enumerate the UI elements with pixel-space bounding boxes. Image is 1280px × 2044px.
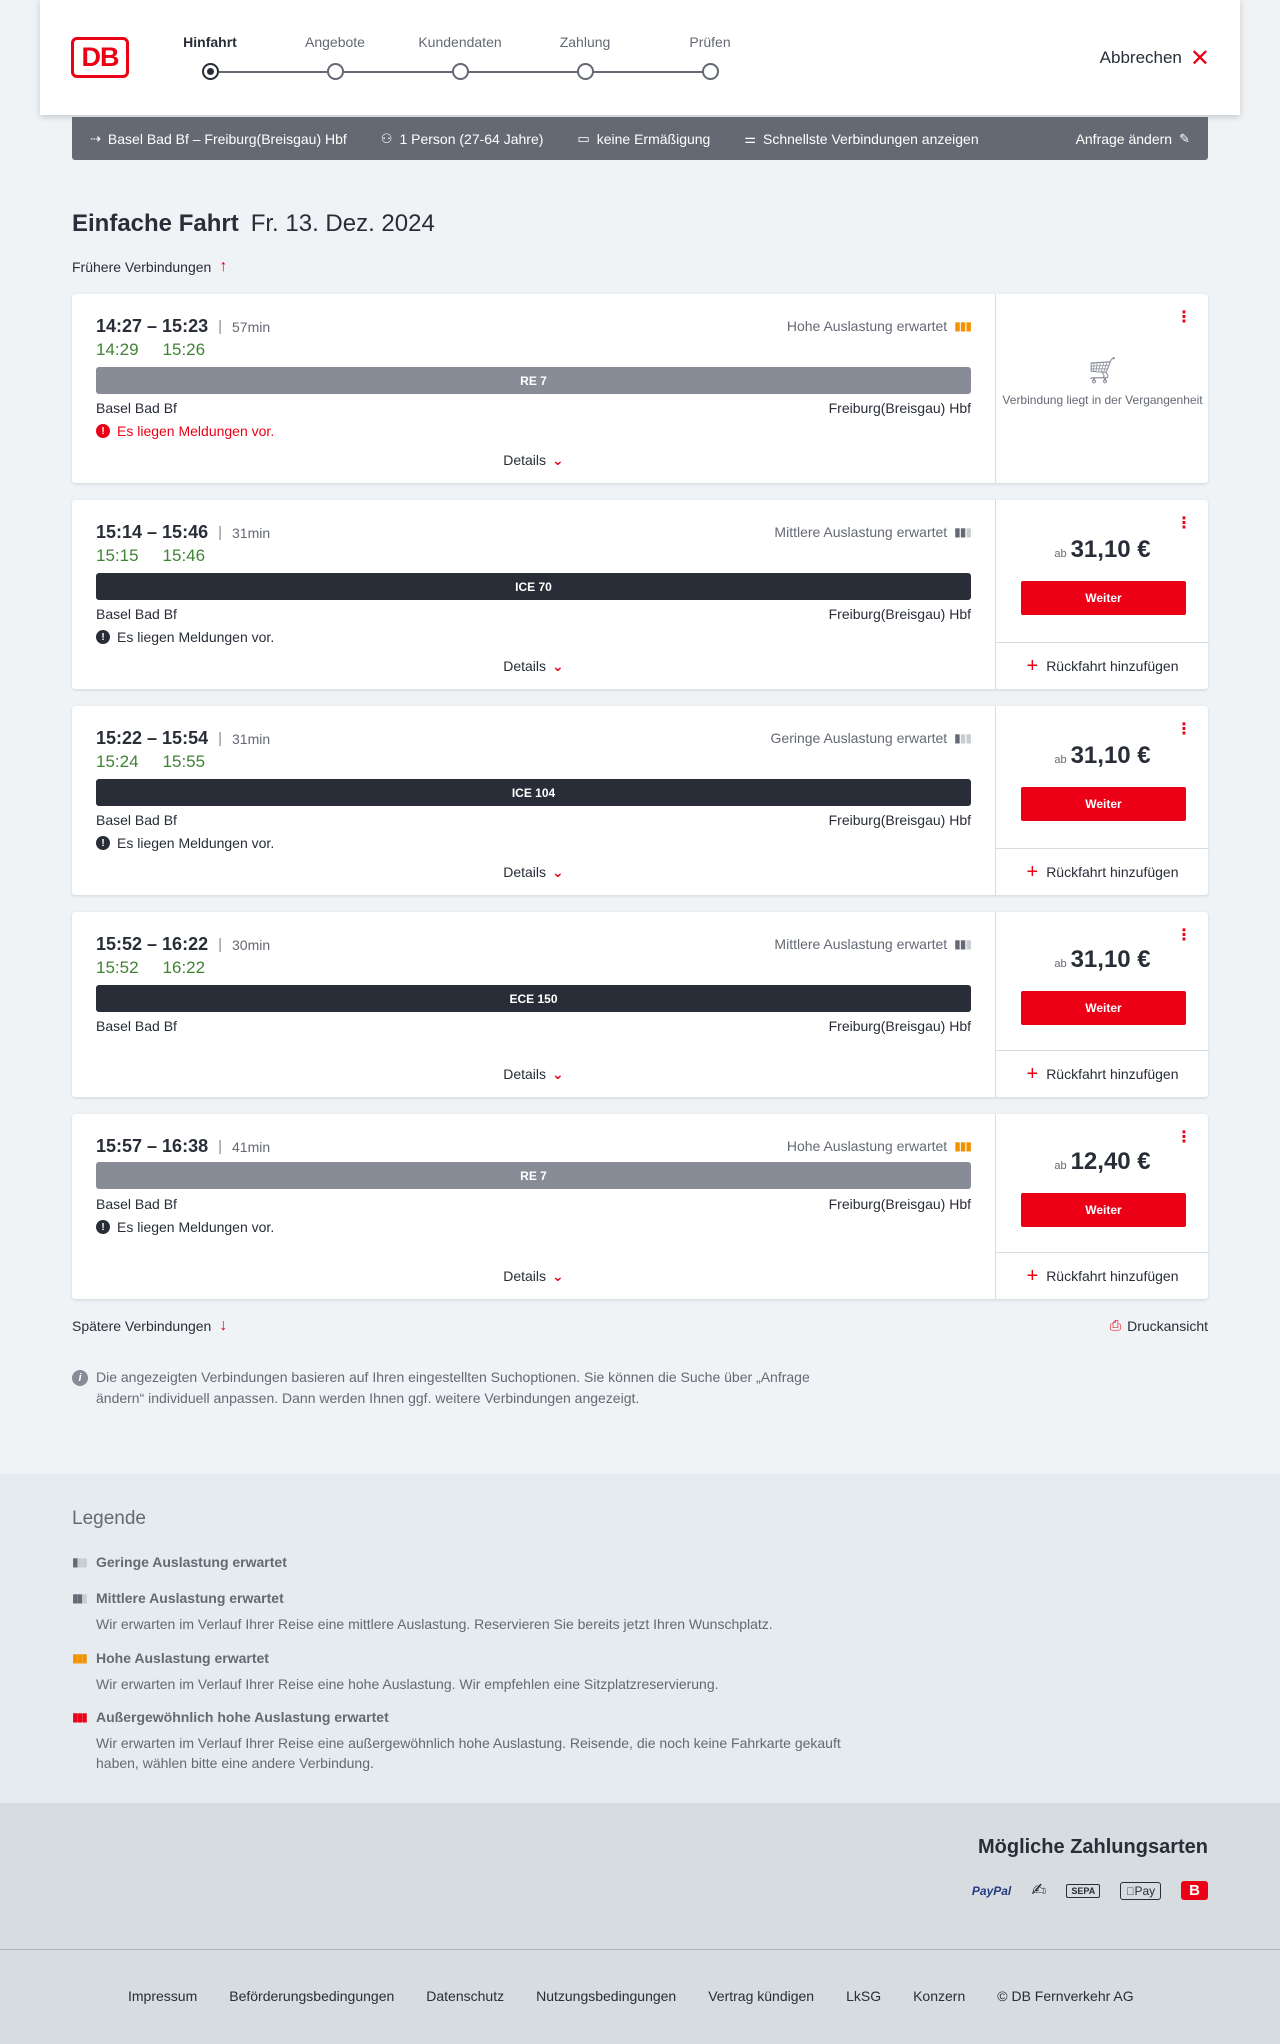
footer-link-konzern[interactable]: Konzern bbox=[913, 1988, 966, 2004]
message-notice[interactable]: ! Es liegen Meldungen vor. bbox=[96, 1219, 274, 1235]
pencil-icon: ✎ bbox=[1179, 130, 1190, 146]
footer bbox=[0, 1949, 1280, 2044]
trip-date: Fr. 13. Dez. 2024 bbox=[250, 210, 435, 237]
utilization-low-icon: ▮▮▮ bbox=[954, 731, 971, 745]
connection-times: 15:57 – 16:38 | 41min bbox=[96, 1136, 271, 1156]
utilization-info[interactable]: Geringe Auslastung erwartet ▮▮▮ bbox=[770, 730, 971, 746]
payment-methods-section bbox=[0, 1803, 1280, 1949]
message-notice[interactable]: ! Es liegen Meldungen vor. bbox=[96, 835, 274, 851]
payment-title: Mögliche Zahlungsarten bbox=[977, 1836, 1208, 1858]
utilization-medium-icon: ▮▮▮ bbox=[72, 1591, 86, 1605]
step-dot-active bbox=[202, 63, 219, 80]
printer-icon: ⎙ bbox=[1109, 1317, 1122, 1333]
connection-times: 15:22 – 15:54 | 31min bbox=[96, 728, 271, 748]
utilization-medium-icon: ▮▮▮ bbox=[954, 937, 971, 951]
add-return-button[interactable]: + Rückfahrt hinzufügen bbox=[996, 642, 1209, 689]
sepa-icon: SEPA bbox=[1066, 1884, 1100, 1898]
cancel-button[interactable] bbox=[1099, 44, 1210, 72]
details-toggle[interactable]: Details ⌄ bbox=[503, 452, 564, 468]
arrow-down-icon: ↓ bbox=[219, 1317, 228, 1334]
plus-icon: + bbox=[1026, 1265, 1039, 1287]
train-bar[interactable]: ICE 104 bbox=[96, 779, 971, 806]
step-dot bbox=[327, 63, 344, 80]
payment-icons bbox=[972, 1880, 1208, 1901]
alert-icon: ! bbox=[96, 1220, 110, 1234]
price: ab 31,10 € bbox=[1054, 742, 1151, 769]
legend-title: Legende bbox=[72, 1508, 146, 1529]
route-arrow-icon: ⇢ bbox=[90, 130, 101, 146]
later-connections-link[interactable]: Spätere Verbindungen ↓ bbox=[72, 1317, 228, 1334]
departure-station: Basel Bad Bf bbox=[96, 1018, 177, 1034]
add-return-button[interactable]: + Rückfahrt hinzufügen bbox=[996, 1252, 1209, 1299]
query-fastest-toggle[interactable]: ⚌ Schnellste Verbindungen anzeigen bbox=[744, 130, 979, 147]
arrival-station: Freiburg(Breisgau) Hbf bbox=[828, 1196, 971, 1212]
search-info-note: i Die angezeigten Verbindungen basieren auf Ihren eingestellten Suchoptionen. Sie können die Suche über „Anfrage ändern“ individuell anpassen. Dann werden Ihnen ggf. weitere Verbindungen angezeigt. bbox=[72, 1367, 852, 1409]
connection-card bbox=[72, 706, 1208, 895]
connection-card bbox=[72, 1114, 1208, 1299]
edit-query-button[interactable]: Anfrage ändern ✎ bbox=[1075, 130, 1190, 147]
continue-button[interactable]: Weiter bbox=[1021, 787, 1186, 821]
utilization-low-icon: ▮▮▮ bbox=[72, 1555, 86, 1569]
utilization-info[interactable]: Hohe Auslastung erwartet ▮▮▮ bbox=[786, 1138, 971, 1154]
more-options-icon[interactable]: ⋮ bbox=[1176, 927, 1192, 944]
footer-copyright: © DB Fernverkehr AG bbox=[997, 1988, 1134, 2004]
arrow-up-icon: ↑ bbox=[219, 258, 228, 275]
utilization-info[interactable]: Mittlere Auslastung erwartet ▮▮▮ bbox=[774, 524, 971, 540]
price: ab 31,10 € bbox=[1054, 946, 1151, 973]
plus-icon: + bbox=[1026, 1063, 1039, 1085]
price: ab 12,40 € bbox=[1054, 1148, 1151, 1175]
footer-link-kuendigen[interactable]: Vertrag kündigen bbox=[708, 1988, 815, 2004]
utilization-medium-icon: ▮▮▮ bbox=[954, 525, 971, 539]
actual-times: 15:15 15:46 bbox=[96, 546, 206, 565]
alert-icon: ! bbox=[96, 836, 110, 850]
print-view-link[interactable]: ⎙ Druckansicht bbox=[1109, 1317, 1208, 1334]
utilization-info[interactable]: Mittlere Auslastung erwartet ▮▮▮ bbox=[774, 936, 971, 952]
message-notice[interactable]: ! Es liegen Meldungen vor. bbox=[96, 423, 274, 439]
legend-item-medium: ▮▮▮ Mittlere Auslastung erwartet Wir erwarten im Verlauf Ihrer Reise eine mittlere Auslastung. Reservieren Sie bereits jetzt Ihren Wunschplatz. bbox=[72, 1590, 773, 1632]
departure-station: Basel Bad Bf bbox=[96, 606, 177, 622]
footer-link-nutzung[interactable]: Nutzungsbedingungen bbox=[536, 1988, 677, 2004]
footer-link-datenschutz[interactable]: Datenschutz bbox=[426, 1988, 505, 2004]
connection-times: 14:27 – 15:23 | 57min bbox=[96, 316, 271, 336]
card-icon: ▭ bbox=[577, 130, 590, 146]
connection-card bbox=[72, 500, 1208, 689]
apple-pay-icon: Pay bbox=[1120, 1882, 1161, 1900]
person-icon: ⚇ bbox=[380, 130, 393, 146]
details-toggle[interactable]: Details ⌄ bbox=[503, 864, 564, 880]
details-toggle[interactable]: Details ⌄ bbox=[503, 658, 564, 674]
step-kundendaten: Kundendaten bbox=[418, 34, 502, 50]
footer-link-befoerderung[interactable]: Beförderungsbedingungen bbox=[229, 1988, 395, 2004]
continue-button[interactable]: Weiter bbox=[1021, 581, 1186, 615]
step-angebote: Angebote bbox=[305, 34, 365, 50]
cancel-label: Abbrechen bbox=[1099, 48, 1182, 67]
details-toggle[interactable]: Details ⌄ bbox=[503, 1268, 564, 1284]
plus-icon: + bbox=[1026, 861, 1039, 883]
actual-times: 15:24 15:55 bbox=[96, 752, 206, 771]
legend-section bbox=[0, 1474, 1280, 1803]
more-options-icon[interactable]: ⋮ bbox=[1176, 309, 1192, 326]
arrival-station: Freiburg(Breisgau) Hbf bbox=[828, 400, 971, 416]
arrival-station: Freiburg(Breisgau) Hbf bbox=[828, 1018, 971, 1034]
booking-header bbox=[40, 0, 1240, 115]
train-bar[interactable]: RE 7 bbox=[96, 367, 971, 394]
departure-station: Basel Bad Bf bbox=[96, 1196, 177, 1212]
close-icon: ✕ bbox=[1189, 44, 1210, 72]
more-options-icon[interactable]: ⋮ bbox=[1176, 515, 1192, 532]
utilization-high-icon: ▮▮▮ bbox=[72, 1651, 86, 1665]
chevron-down-icon: ⌄ bbox=[552, 658, 564, 674]
connection-times: 15:14 – 15:46 | 31min bbox=[96, 522, 271, 542]
paypal-icon: PayPal bbox=[971, 1883, 1012, 1898]
trip-type: Einfache Fahrt bbox=[72, 210, 239, 237]
chevron-down-icon: ⌄ bbox=[552, 452, 564, 468]
cart-disabled-icon: 🛒︎ bbox=[1085, 355, 1119, 385]
utilization-high-icon: ▮▮▮ bbox=[954, 319, 971, 333]
step-dot bbox=[452, 63, 469, 80]
train-bar[interactable]: ICE 70 bbox=[96, 573, 971, 600]
db-bonus-icon: B bbox=[1181, 1881, 1208, 1900]
more-options-icon[interactable]: ⋮ bbox=[1176, 1129, 1192, 1146]
connection-card bbox=[72, 294, 1208, 483]
query-route[interactable]: ⇢ Basel Bad Bf – Freiburg(Breisgau) Hbf bbox=[90, 130, 347, 147]
chevron-down-icon: ⌄ bbox=[552, 864, 564, 880]
departure-station: Basel Bad Bf bbox=[96, 812, 177, 828]
query-persons[interactable]: ⚇ 1 Person (27-64 Jahre) bbox=[380, 130, 544, 147]
actual-times: 14:29 15:26 bbox=[96, 340, 206, 359]
query-bar bbox=[72, 117, 1208, 160]
past-connection-info: 🛒︎ Verbindung liegt in der Vergangenheit bbox=[996, 356, 1209, 408]
legend-item-very-high: ▮▮▮ Außergewöhnlich hohe Auslastung erwartet Wir erwarten im Verlauf Ihrer Reise eine außergewöhnlich hohe Auslastung. Reisende, die noch keine Fahrkarte gekauft haben, wählen bitte eine andere Verbindung. bbox=[72, 1709, 841, 1771]
continue-button[interactable]: Weiter bbox=[1021, 1193, 1186, 1227]
db-logo[interactable]: DB bbox=[71, 37, 129, 78]
alert-icon: ! bbox=[96, 424, 110, 438]
utilization-high-icon: ▮▮▮ bbox=[954, 1139, 971, 1153]
arrival-station: Freiburg(Breisgau) Hbf bbox=[828, 606, 971, 622]
query-discount[interactable]: ▭ keine Ermäßigung bbox=[577, 130, 711, 147]
add-return-button[interactable]: + Rückfahrt hinzufügen bbox=[996, 848, 1209, 895]
actual-times: 15:52 16:22 bbox=[96, 958, 206, 977]
utilization-very-high-icon: ▮▮▮ bbox=[72, 1710, 86, 1724]
chevron-down-icon: ⌄ bbox=[552, 1066, 564, 1082]
footer-link-lksg[interactable]: LkSG bbox=[846, 1988, 882, 2004]
legend-item-high: ▮▮▮ Hohe Auslastung erwartet Wir erwarten im Verlauf Ihrer Reise eine hohe Auslastung. Wir empfehlen eine Sitzplatzreservierung. bbox=[72, 1650, 719, 1692]
chevron-down-icon: ⌄ bbox=[552, 1268, 564, 1284]
earlier-connections-link[interactable]: Frühere Verbindungen ↑ bbox=[72, 258, 228, 275]
connection-times: 15:52 – 16:22 | 30min bbox=[96, 934, 271, 954]
continue-button[interactable]: Weiter bbox=[1021, 991, 1186, 1025]
credit-card-icon: ✍ bbox=[1031, 1880, 1047, 1900]
plus-icon: + bbox=[1026, 655, 1039, 677]
alert-icon: ! bbox=[96, 630, 110, 644]
footer-link-impressum[interactable]: Impressum bbox=[128, 1988, 198, 2004]
details-toggle[interactable]: Details ⌄ bbox=[503, 1066, 564, 1082]
add-return-button[interactable]: + Rückfahrt hinzufügen bbox=[996, 1050, 1209, 1097]
step-zahlung: Zahlung bbox=[559, 34, 611, 50]
departure-station: Basel Bad Bf bbox=[96, 400, 177, 416]
message-notice[interactable]: ! Es liegen Meldungen vor. bbox=[96, 629, 274, 645]
legend-item-low: ▮▮▮ Geringe Auslastung erwartet bbox=[72, 1554, 287, 1570]
train-bar[interactable]: RE 7 bbox=[96, 1162, 971, 1189]
utilization-info[interactable]: Hohe Auslastung erwartet ▮▮▮ bbox=[786, 318, 971, 334]
step-hinfahrt: Hinfahrt bbox=[183, 34, 237, 50]
step-dot bbox=[702, 63, 719, 80]
price: ab 31,10 € bbox=[1054, 536, 1151, 563]
train-bar[interactable]: ECE 150 bbox=[96, 985, 971, 1012]
more-options-icon[interactable]: ⋮ bbox=[1176, 721, 1192, 738]
step-pruefen: Prüfen bbox=[689, 34, 731, 50]
filter-icon: ⚌ bbox=[744, 130, 756, 146]
info-icon: i bbox=[72, 1370, 88, 1386]
page-title bbox=[72, 210, 435, 238]
step-dot bbox=[577, 63, 594, 80]
arrival-station: Freiburg(Breisgau) Hbf bbox=[828, 812, 971, 828]
connection-card bbox=[72, 912, 1208, 1097]
